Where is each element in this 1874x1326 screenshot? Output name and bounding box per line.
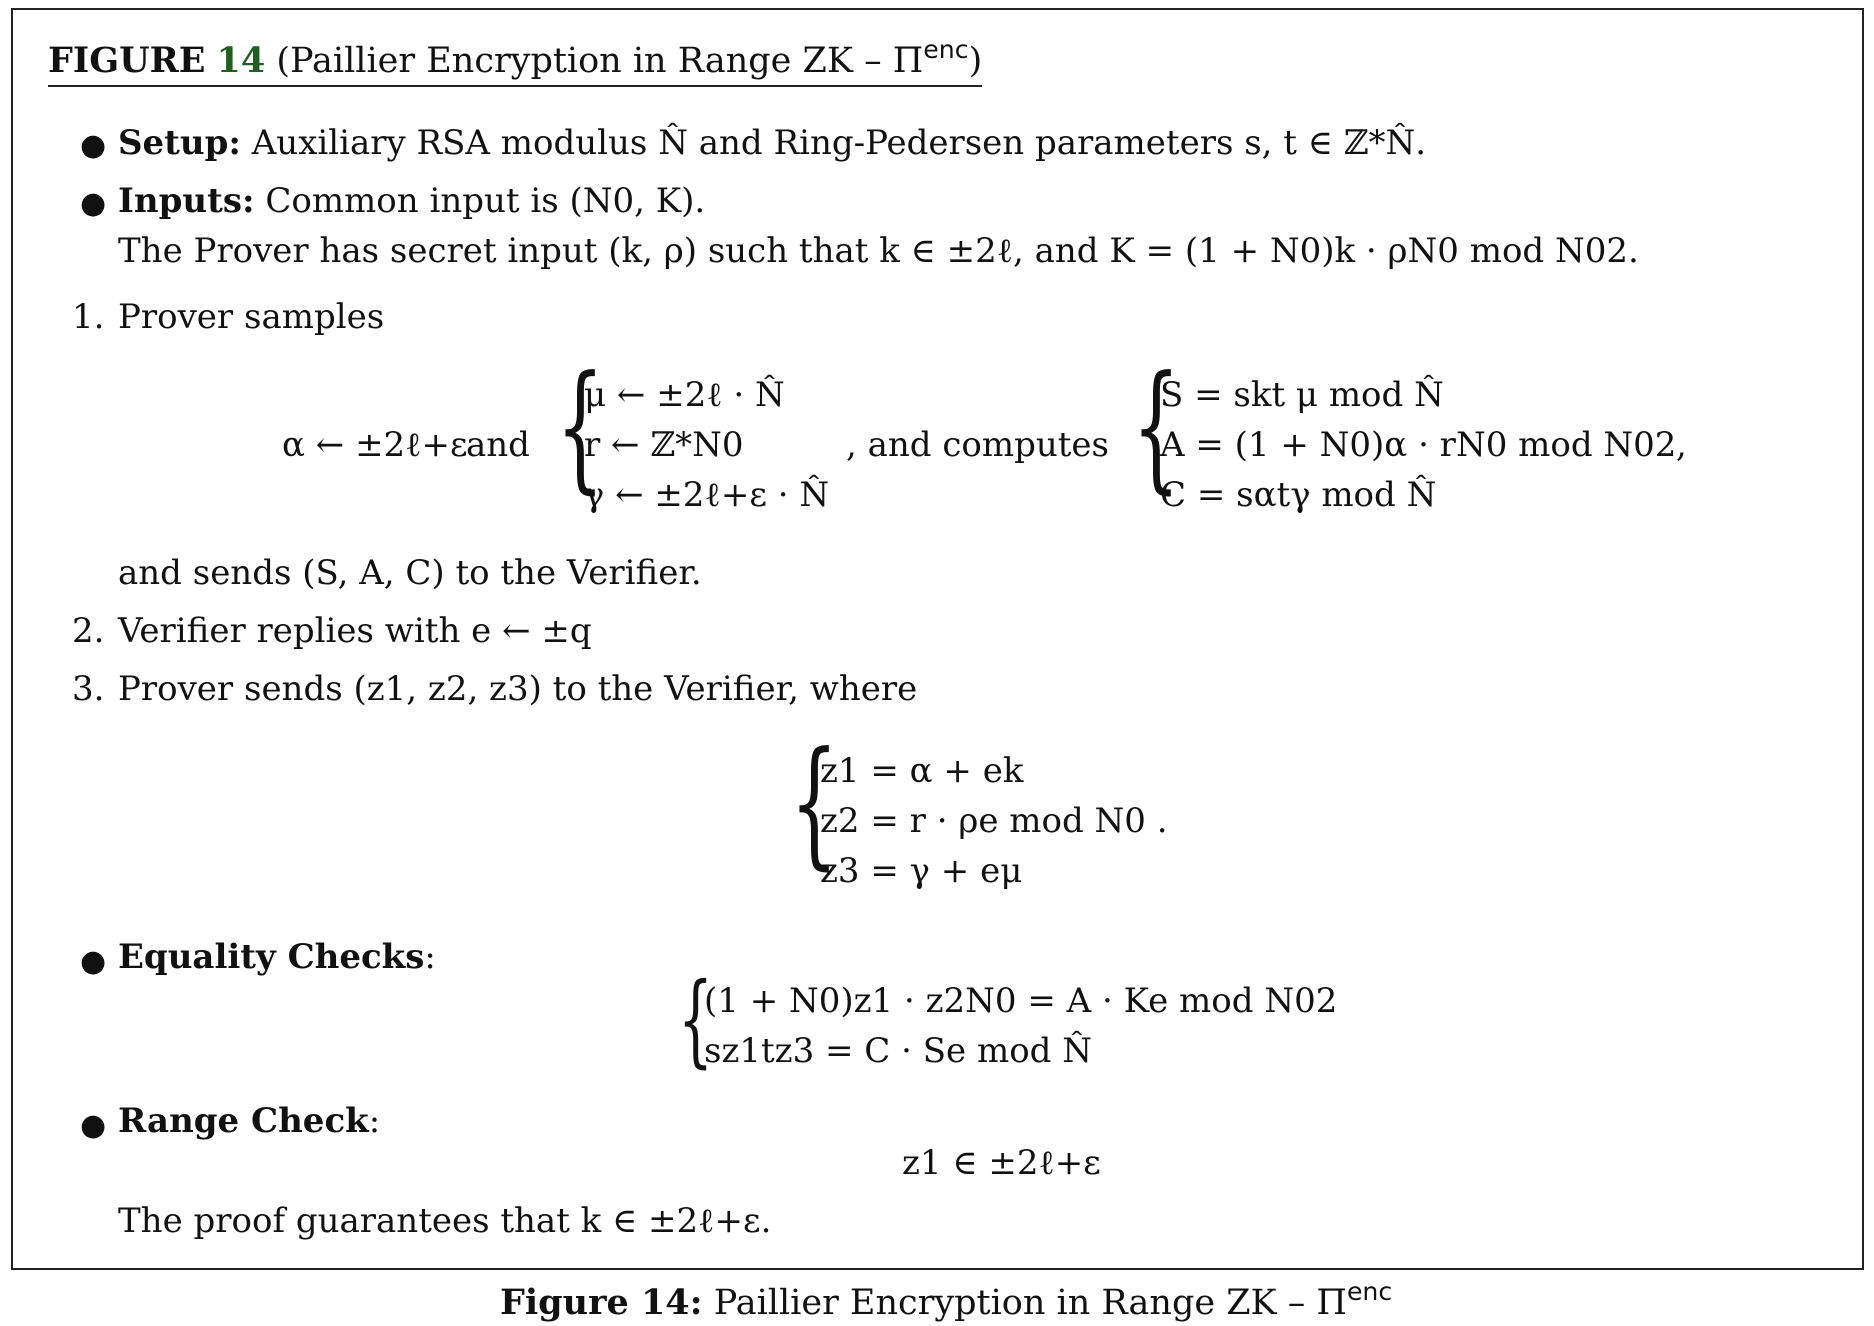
- r-sample: r ← ℤ*N0: [584, 425, 744, 465]
- step1-text: Prover samples: [118, 297, 385, 337]
- trailing-comma: ,: [1676, 425, 1687, 465]
- mu-sample: μ ← ±2ℓ · N̂: [584, 375, 785, 415]
- step3-number: 3.: [72, 669, 105, 709]
- alpha-sample: α ← ±2ℓ+ε: [282, 425, 468, 465]
- step2-text: Verifier replies with e ← ±q: [118, 611, 592, 651]
- gamma-sample: γ ← ±2ℓ+ε · N̂: [584, 475, 830, 515]
- range-line: [118, 1101, 381, 1141]
- and-word: and: [466, 425, 530, 465]
- figure-number: 14: [216, 40, 266, 81]
- sends-text: and sends (S, A, C) to the Verifier.: [118, 553, 702, 593]
- caption-sup: enc: [1346, 1277, 1393, 1307]
- left-brace-sampling: {: [556, 346, 605, 507]
- range-guarantee: The proof guarantees that k ∈ ±2ℓ+ε.: [118, 1201, 772, 1241]
- equality-colon: :: [424, 937, 436, 977]
- and-computes: , and computes: [846, 425, 1110, 465]
- figure-title-text: (Paillier Encryption in Range ZK – Π: [276, 41, 924, 81]
- equality-eq2: sz1tz3 = C · Se mod N̂: [704, 1031, 1092, 1071]
- figure-title-close: ): [968, 41, 983, 81]
- z3-equation: z3 = γ + eμ: [820, 851, 1023, 891]
- figure-title: [48, 35, 983, 87]
- inputs-line: [118, 181, 706, 221]
- figure-caption: [500, 1277, 1393, 1323]
- left-brace-equality: {: [678, 961, 713, 1078]
- inputs-line2: The Prover has secret input (k, ρ) such that k ∈ ±2ℓ, and K = (1 + N0)k · ρN0 mod N02.: [118, 231, 1639, 271]
- equality-line: [118, 937, 436, 977]
- setup-line: [118, 123, 1427, 163]
- equality-eq1: (1 + N0)z1 · z2N0 = A · Ke mod N02: [704, 981, 1338, 1021]
- setup-heading: Setup:: [118, 123, 241, 163]
- range-colon: :: [368, 1101, 381, 1141]
- S-computation: S = skt μ mod N̂: [1160, 375, 1444, 415]
- step3-text: Prover sends (z1, z2, z3) to the Verifier, where: [118, 669, 918, 709]
- bullet-dot: ●: [80, 128, 107, 163]
- z1-equation: z1 = α + ek: [820, 751, 1024, 791]
- caption-label: Figure 14:: [500, 1282, 703, 1323]
- bullet-dot: ●: [80, 1108, 107, 1143]
- C-computation: C = sαtγ mod N̂: [1160, 475, 1437, 515]
- figure-label: FIGURE: [48, 40, 206, 81]
- equality-heading: Equality Checks: [118, 937, 425, 977]
- range-formula: z1 ∈ ±2ℓ+ε: [902, 1143, 1101, 1183]
- setup-text: Auxiliary RSA modulus N̂ and Ring-Pedersen parameters s, t ∈ ℤ*N̂.: [251, 123, 1427, 163]
- step2-number: 2.: [72, 611, 105, 651]
- caption-text: Paillier Encryption in Range ZK – Π: [713, 1283, 1347, 1323]
- bullet-dot: ●: [80, 186, 107, 221]
- z2-equation: z2 = r · ρe mod N0 .: [820, 801, 1168, 841]
- A-computation: A = (1 + N0)α · rN0 mod N02: [1160, 425, 1677, 465]
- step1-number: 1.: [72, 297, 105, 337]
- inputs-heading: Inputs:: [118, 181, 255, 221]
- left-brace-response: {: [790, 722, 839, 883]
- figure-title-sup: enc: [923, 35, 969, 65]
- left-brace-compute: {: [1132, 346, 1181, 507]
- bullet-dot: ●: [80, 944, 107, 979]
- inputs-line1: Common input is (N0, K).: [265, 181, 706, 221]
- range-heading: Range Check: [118, 1101, 369, 1141]
